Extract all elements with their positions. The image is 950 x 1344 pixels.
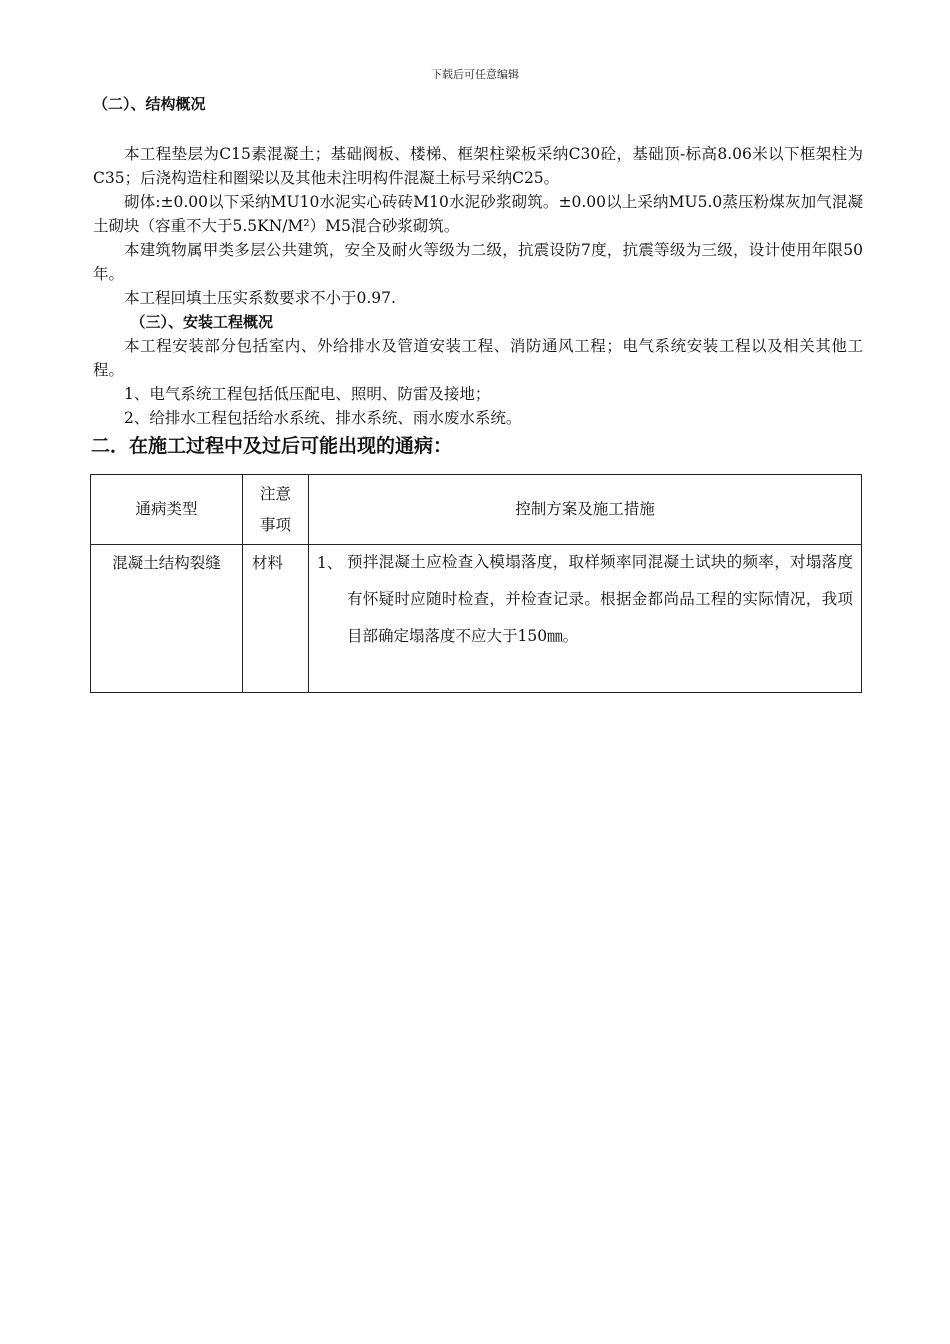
- cell-attention: 材料: [243, 545, 309, 693]
- cell-type: 混凝土结构裂缝: [91, 545, 243, 693]
- table-row: [91, 545, 862, 693]
- structure-paragraph: 砌体:±0.00以下采纳MU10水泥实心砖砖M10水泥砂浆砌筑。±0.00以上采纳MU5.0蒸压粉煤灰加气混凝土砌块（容重不大于5.5KN/M²）M5混合砂浆砌筑。: [93, 193, 863, 235]
- install-paragraph: 2、给排水工程包括给水系统、排水系统、雨水废水系统。: [124, 409, 522, 427]
- header-type: 通病类型: [91, 475, 243, 545]
- document-body: [93, 92, 863, 466]
- install-paragraph: 1、电气系统工程包括低压配电、照明、防雷及接地；: [124, 385, 491, 403]
- cell-measures: [309, 545, 862, 693]
- structure-paragraph: 本建筑物属甲类多层公共建筑，安全及耐火等级为二级，抗震设防7度，抗震等级为三级，设计使用年限50年。: [93, 241, 863, 283]
- page-header-note: 下载后可任意编辑: [431, 68, 519, 81]
- table-header-row: [91, 475, 862, 545]
- section-two-heading: 二．在施工过程中及过后可能出现的通病：: [91, 435, 453, 457]
- install-heading: （三）、安装工程概况: [130, 313, 274, 331]
- defects-table: [90, 474, 862, 693]
- measure-number: 1、: [317, 554, 343, 572]
- header-measures: 控制方案及施工措施: [309, 475, 862, 545]
- structure-paragraph: 本工程垫层为C15素混凝土；基础阀板、楼梯、框架柱梁板采纳C30砼，基础顶-标高8.06米以下框架柱为C35；后浇构造柱和圈梁以及其他未注明构件混凝土标号采纳C25。: [93, 145, 863, 187]
- install-paragraph: 本工程安装部分包括室内、外给排水及管道安装工程、消防通风工程；电气系统安装工程以及相关其他工程。: [93, 337, 863, 379]
- measure-text: 预拌混凝土应检查入模塌落度，取样频率同混凝土试块的频率，对塌落度有怀疑时应随时检查，并检查记录。根据金都尚品工程的实际情况，我项目部确定塌落度不应大于150㎜。: [347, 553, 853, 645]
- structure-paragraph: 本工程回填土压实系数要求不小于0.97.: [124, 289, 396, 307]
- structure-heading: （二）、结构概况: [93, 95, 206, 113]
- header-attention: 注意 事项: [243, 475, 309, 545]
